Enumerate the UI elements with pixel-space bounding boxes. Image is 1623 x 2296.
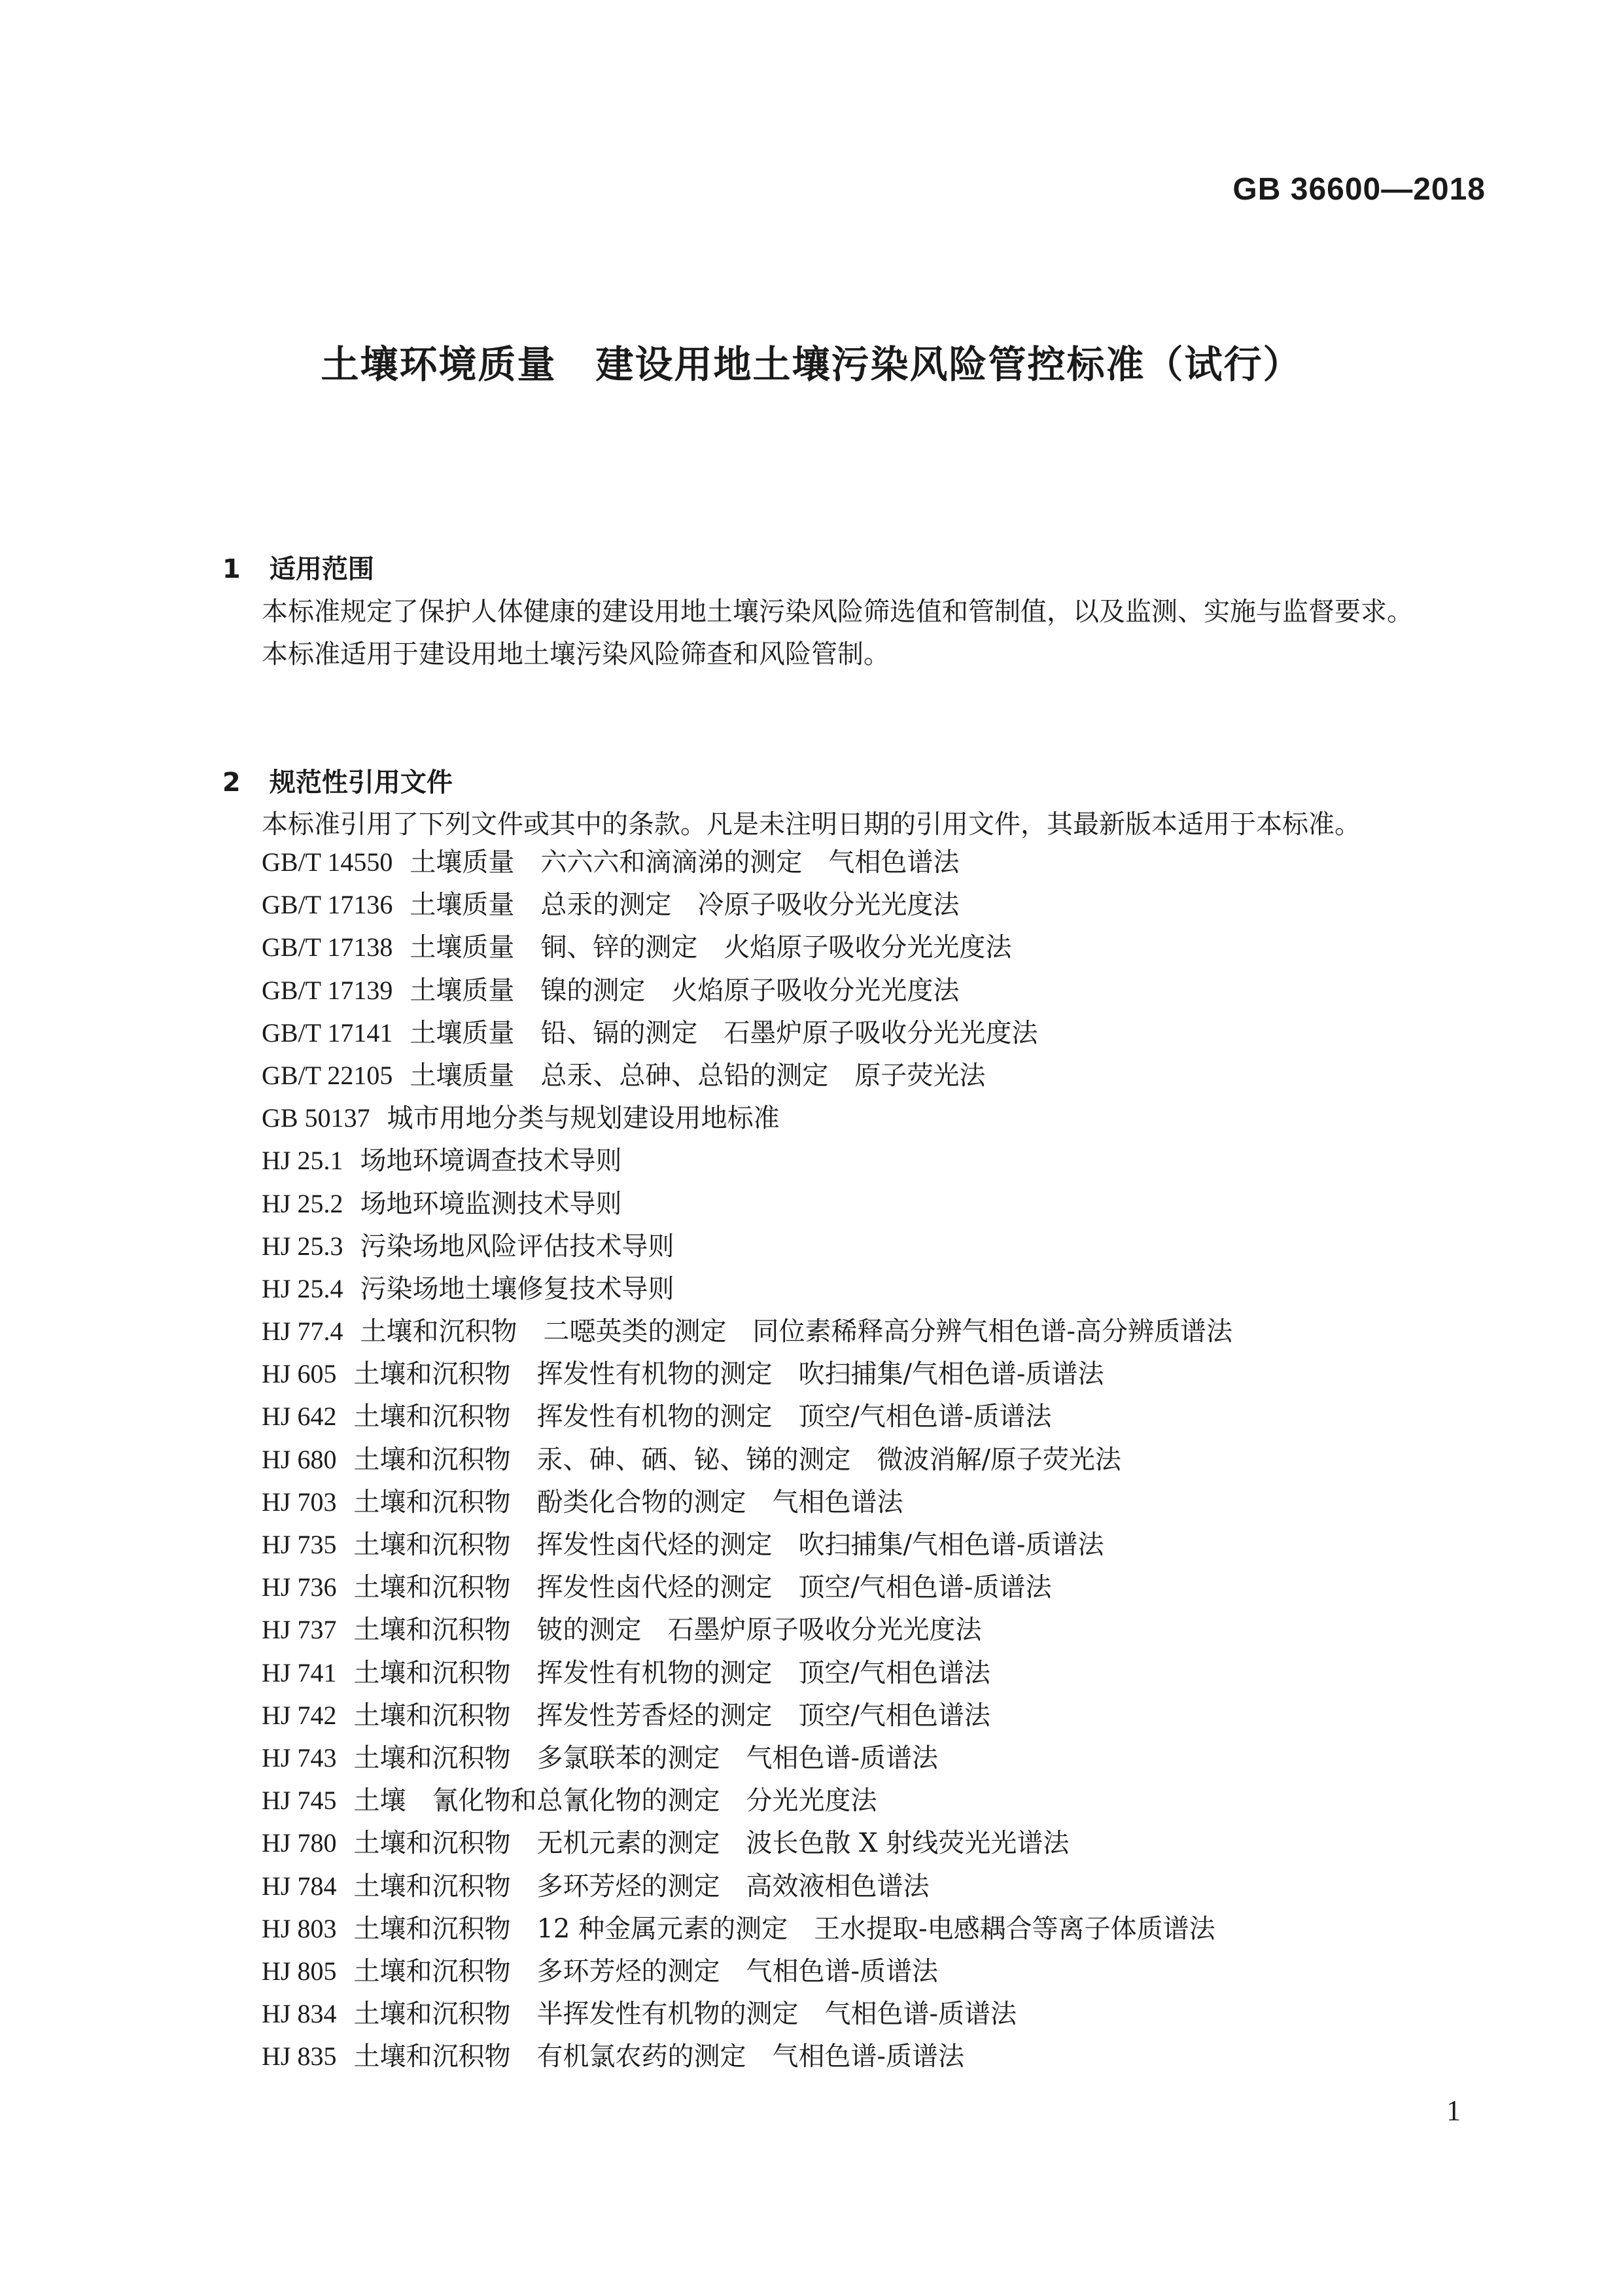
reference-title: 场地环境监测技术导则	[360, 1188, 622, 1219]
reference-title: 土壤和沉积物 半挥发性有机物的测定 气相色谱-质谱法	[353, 1999, 1017, 2030]
reference-item	[262, 2043, 1232, 2086]
reference-code: HJ 25.2	[262, 1188, 343, 1218]
reference-item	[262, 849, 1232, 892]
reference-title: 土壤和沉积物 汞、砷、硒、铋、锑的测定 微波消解/原子荧光法	[353, 1444, 1121, 1475]
reference-item	[262, 1060, 1232, 1105]
reference-item	[262, 1873, 1232, 1916]
reference-title: 污染场地风险评估技术导则	[360, 1231, 674, 1262]
reference-item	[262, 1318, 1232, 1361]
reference-code: HJ 745	[262, 1786, 337, 1816]
reference-code: HJ 743	[262, 1742, 337, 1773]
reference-item	[262, 1574, 1232, 1617]
standard-code: GB 36600—2018	[1232, 172, 1486, 207]
reference-item	[262, 934, 1232, 977]
reference-item	[262, 1404, 1232, 1446]
reference-code: HJ 680	[262, 1444, 337, 1474]
reference-code: HJ 742	[262, 1700, 337, 1730]
reference-item	[262, 1148, 1232, 1190]
reference-title: 土壤和沉积物 酚类化合物的测定 气相色谱法	[353, 1487, 903, 1517]
reference-code: HJ 737	[262, 1615, 337, 1645]
reference-item	[262, 1361, 1232, 1404]
scope-paragraph-2: 本标准适用于建设用地土壤污染风险筛查和风险管制。	[262, 639, 890, 669]
reference-list	[262, 849, 1232, 2086]
reference-code: GB/T 17136	[262, 890, 393, 920]
reference-title: 土壤和沉积物 多环芳烃的测定 气相色谱-质谱法	[353, 1956, 938, 1987]
scope-paragraph-1: 本标准规定了保护人体健康的建设用地土壤污染风险筛选值和管制值，以及监测、实施与监督要求。	[262, 597, 1413, 627]
reference-title: 土壤和沉积物 无机元素的测定 波长色散 X 射线荧光光谱法	[353, 1828, 1070, 1859]
reference-code: HJ 77.4	[262, 1316, 343, 1347]
reference-title: 场地环境调查技术导则	[360, 1146, 622, 1176]
reference-code: HJ 834	[262, 1999, 337, 2029]
reference-item	[262, 975, 1232, 1020]
reference-item	[262, 1233, 1232, 1276]
reference-code: HJ 736	[262, 1572, 337, 1602]
reference-title: 土壤质量 镍的测定 火焰原子吸收分光光度法	[410, 975, 960, 1006]
reference-title: 土壤质量 总汞、总砷、总铅的测定 原子荧光法	[410, 1060, 986, 1091]
reference-code: HJ 780	[262, 1828, 337, 1858]
reference-code: HJ 25.3	[262, 1231, 343, 1261]
reference-item	[262, 1913, 1232, 1958]
section-number: 1	[222, 554, 241, 584]
reference-title: 土壤 氰化物和总氰化物的测定 分光光度法	[353, 1786, 877, 1816]
reference-title: 土壤和沉积物 有机氯农药的测定 气相色谱-质谱法	[353, 2041, 964, 2072]
reference-title: 污染场地土壤修复技术导则	[360, 1273, 674, 1304]
reference-title: 土壤和沉积物 12 种金属元素的测定 王水提取-电感耦合等离子体质谱法	[353, 1913, 1215, 1944]
reference-item	[262, 1273, 1232, 1318]
references-intro: 本标准引用了下列文件或其中的条款。凡是未注明日期的引用文件，其最新版本适用于本标准。	[262, 809, 1361, 839]
reference-code: HJ 741	[262, 1657, 337, 1687]
reference-code: GB/T 14550	[262, 847, 393, 877]
reference-item	[262, 1742, 1232, 1788]
reference-item	[262, 1958, 1232, 2001]
reference-title: 土壤和沉积物 挥发性卤代烃的测定 顶空/气相色谱-质谱法	[353, 1572, 1052, 1603]
reference-code: GB/T 17138	[262, 932, 393, 963]
section-heading-normative-references	[204, 732, 453, 799]
reference-code: HJ 605	[262, 1359, 337, 1389]
reference-item	[262, 1017, 1232, 1063]
reference-item	[262, 892, 1232, 934]
reference-item	[262, 1188, 1232, 1233]
section-number: 2	[222, 768, 241, 798]
reference-code: HJ 735	[262, 1530, 337, 1559]
reference-title: 土壤和沉积物 挥发性有机物的测定 顶空/气相色谱-质谱法	[353, 1402, 1052, 1432]
reference-code: HJ 642	[262, 1402, 337, 1432]
reference-code: HJ 805	[262, 1956, 337, 1986]
reference-code: HJ 803	[262, 1913, 337, 1943]
reference-title: 土壤质量 铅、镉的测定 石墨炉原子吸收分光光度法	[410, 1017, 1038, 1048]
reference-title: 土壤和沉积物 挥发性芳香烃的测定 顶空/气相色谱法	[353, 1700, 990, 1731]
page-number: 1	[1446, 2094, 1461, 2127]
reference-title: 土壤质量 六六六和滴滴涕的测定 气相色谱法	[410, 847, 960, 877]
page-title: 土壤环境质量 建设用地土壤污染风险管控标准（试行）	[321, 342, 1302, 387]
reference-code: HJ 784	[262, 1871, 337, 1901]
reference-item	[262, 1788, 1232, 1830]
section-title: 规范性引用文件	[269, 768, 453, 798]
reference-title: 土壤和沉积物 挥发性有机物的测定 吹扫捕集/气相色谱-质谱法	[353, 1359, 1104, 1390]
reference-item	[262, 1657, 1232, 1703]
reference-item	[262, 2001, 1232, 2043]
reference-title: 土壤质量 铜、锌的测定 火焰原子吸收分光光度法	[410, 932, 1012, 963]
reference-item	[262, 1700, 1232, 1745]
reference-code: GB 50137	[262, 1103, 370, 1133]
reference-item	[262, 1444, 1232, 1489]
reference-item	[262, 1105, 1232, 1148]
reference-code: HJ 703	[262, 1487, 337, 1517]
reference-title: 土壤和沉积物 多氯联苯的测定 气相色谱-质谱法	[353, 1742, 938, 1773]
reference-item	[262, 1532, 1232, 1574]
reference-title: 土壤和沉积物 二噁英类的测定 同位素稀释高分辨气相色谱-高分辨质谱法	[360, 1316, 1232, 1347]
reference-code: GB/T 17139	[262, 975, 393, 1005]
reference-item	[262, 1489, 1232, 1532]
reference-title: 土壤和沉积物 挥发性卤代烃的测定 吹扫捕集/气相色谱-质谱法	[353, 1530, 1104, 1560]
reference-item	[262, 1830, 1232, 1873]
section-title: 适用范围	[269, 554, 374, 584]
reference-title: 土壤和沉积物 多环芳烃的测定 高效液相色谱法	[353, 1871, 930, 1901]
reference-code: GB/T 22105	[262, 1060, 393, 1090]
reference-title: 土壤和沉积物 铍的测定 石墨炉原子吸收分光光度法	[353, 1615, 982, 1646]
reference-item	[262, 1617, 1232, 1659]
reference-code: HJ 25.1	[262, 1146, 343, 1176]
section-heading-scope	[204, 518, 374, 586]
reference-code: HJ 835	[262, 2041, 337, 2072]
reference-title: 土壤和沉积物 挥发性有机物的测定 顶空/气相色谱法	[353, 1657, 990, 1688]
reference-code: GB/T 17141	[262, 1017, 393, 1048]
reference-title: 土壤质量 总汞的测定 冷原子吸收分光光度法	[410, 890, 960, 921]
reference-code: HJ 25.4	[262, 1273, 343, 1303]
reference-title: 城市用地分类与规划建设用地标准	[387, 1103, 780, 1134]
